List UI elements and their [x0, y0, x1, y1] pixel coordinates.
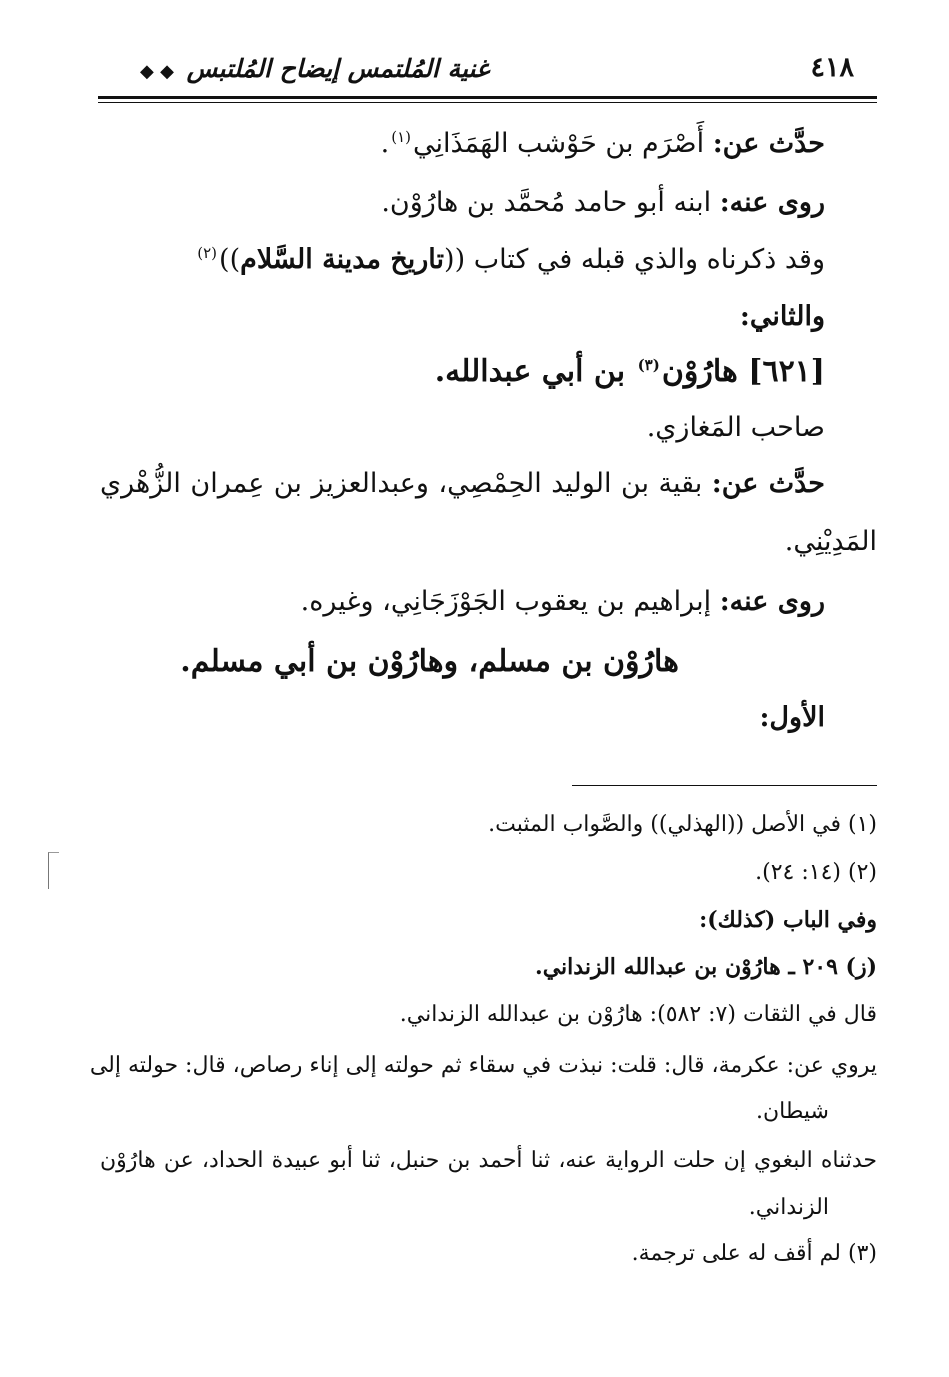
footnote-narration-2-cont-text: الزنداني. [748, 1195, 829, 1220]
mention-text: وقد ذكرناه والذي قبله في كتاب (( [444, 244, 825, 275]
footnote-narration-1-cont-text: شيطان. [756, 1099, 829, 1124]
header-rule-thick [98, 96, 877, 99]
scan-artifact [48, 852, 59, 889]
body-line-9 [100, 582, 825, 622]
footnote-narration-1 [89, 1050, 877, 1082]
footnote-2-text: (٢) (١٤: ٢٤). [755, 860, 877, 885]
footnote-1-text: (١) في الأصل ((الهذلي)) والصَّواب المثبت. [488, 812, 877, 837]
footnote-section-heading-text: وفي الباب (كذلك): [699, 907, 877, 933]
footnote-2 [100, 857, 877, 889]
body-line-2 [100, 183, 825, 223]
running-title-text: غنية المُلتمس إيضاح المُلتبس [186, 54, 490, 83]
footnote-quote [100, 999, 877, 1031]
diamond-ornament-icon: ◆ ◆ [140, 61, 174, 82]
footnote-1 [100, 809, 877, 841]
narrated-from-continued: المَدِيْنِي. [784, 526, 877, 557]
mention-close: )) [219, 244, 241, 275]
entry-description: صاحب المَغازي. [646, 412, 825, 443]
line-end-period: . [380, 128, 390, 159]
footnote-narration-2 [100, 1145, 877, 1177]
footnote-narration-1-cont [100, 1096, 829, 1128]
narrated-from-text-2: بقية بن الوليد الحِمْصِي، وعبدالعزيز بن عِمران الزُّهْري [100, 468, 703, 499]
body-line-1 [100, 124, 825, 164]
section-heading-text: هارُوْن بن مسلم، وهارُوْن بن أبي مسلم. [180, 644, 679, 679]
entry-name: [٦٢١] هارُوْن [661, 354, 825, 389]
footnote-ref-1: (١) [391, 128, 411, 146]
footnote-3-text: (٣) لم أقف له على ترجمة. [631, 1241, 877, 1266]
page-header [140, 52, 854, 92]
narrated-from-text: أَصْرَم بن حَوْشب الهَمَذَانِي [412, 128, 705, 159]
footnote-quote-text: قال في الثقات (٧: ٥٨٢): هارُوْن بن عبدالله الزنداني. [399, 1002, 877, 1027]
page-number: ٤١٨ [810, 52, 854, 83]
narrated-by-label-2: روى عنه: [719, 586, 825, 617]
narrated-from-label: حدَّث عن: [712, 128, 825, 159]
narrated-by-text-2: إبراهيم بن يعقوب الجَوْزَجَانِي، وغيره. [300, 586, 712, 617]
footnote-separator [572, 785, 877, 786]
section-heading [100, 642, 679, 682]
narrated-by-label: روى عنه: [719, 187, 825, 218]
footnote-3 [100, 1238, 877, 1270]
footnote-section-heading [100, 904, 877, 936]
second-heading: والثاني: [739, 301, 825, 332]
body-line-7 [100, 464, 825, 504]
footnote-entry-heading [100, 951, 877, 983]
header-rule-thin [98, 102, 877, 103]
book-title: تاريخ مدينة السَّلام [240, 244, 445, 275]
footnote-ref-3: (٣) [637, 356, 660, 374]
entry-name-end: بن أبي عبدالله. [434, 354, 626, 389]
entry-heading [100, 352, 825, 392]
footnote-narration-2-text: حدثناه البغوي إن حلت الرواية عنه، ثنا أحمد بن حنبل، ثنا أبو عبيدة الحداد، عن هارُوْن [100, 1148, 877, 1173]
footnote-narration-1-text: يروي عن: عكرمة، قال: قلت: نبذت في سقاء ثم حولته إلى إناء رصاص، قال: حولته إلى [89, 1053, 877, 1078]
narrated-from-label-2: حدَّث عن: [711, 468, 825, 499]
body-line-4 [100, 297, 825, 337]
narrated-by-text: ابنه أبو حامد مُحمَّد بن هارُوْن. [381, 187, 712, 218]
first-heading: الأول: [759, 702, 825, 733]
footnote-narration-2-cont [100, 1192, 829, 1224]
footnote-entry-heading-text: (ز) ٢٠٩ ـ هارُوْن بن عبدالله الزنداني. [535, 954, 877, 980]
body-line-8 [100, 522, 877, 562]
body-line-3 [100, 240, 825, 280]
body-line-6 [100, 408, 825, 448]
footnote-ref-2: (٢) [197, 244, 218, 262]
body-line-11 [100, 698, 825, 738]
running-title [140, 54, 489, 83]
